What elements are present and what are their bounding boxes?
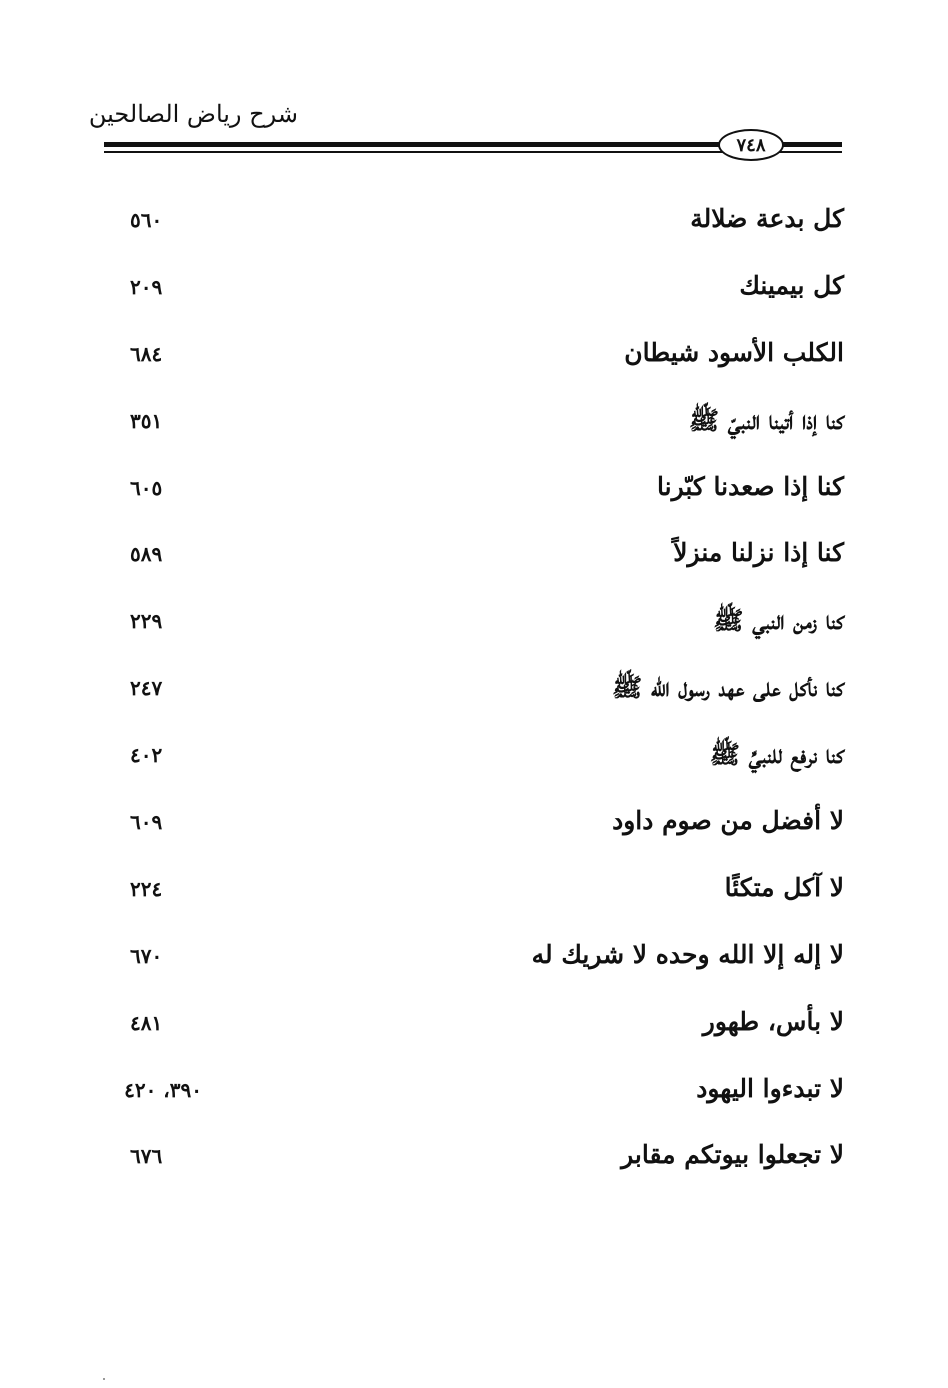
- entry-text: كنا زمن النبي ﷺ: [713, 606, 844, 636]
- entry-page-ref: ٣٥١: [130, 408, 163, 433]
- page-number: ٧٤٨: [736, 134, 766, 156]
- entry-page-ref: ٥٨٩: [130, 542, 163, 567]
- index-entry: [0, 391, 948, 458]
- entry-text: كنا نأكل على عهد رسول الله ﷺ: [612, 673, 844, 703]
- index-entry: [0, 993, 948, 1060]
- entry-text: كنا نرفع للنبيِّ ﷺ: [709, 740, 844, 770]
- entry-page-ref: ٦٧٦: [130, 1144, 163, 1169]
- index-entry: [0, 591, 948, 658]
- index-entry: [0, 792, 948, 859]
- entry-text: كل بيمينك: [739, 270, 844, 300]
- index-entry: [0, 324, 948, 391]
- entry-text: الكلب الأسود شيطان: [624, 337, 844, 367]
- entry-page-ref: ٦٨٤: [130, 341, 163, 366]
- entry-page-ref: ٣٩٠، ٤٢٠: [124, 1077, 202, 1102]
- index-entry: [0, 458, 948, 525]
- index-entry: [0, 190, 948, 257]
- scan-speck: [103, 1378, 105, 1380]
- index-entry: [0, 1060, 948, 1127]
- entry-page-ref: ٢٤٧: [130, 676, 163, 701]
- index-entry: [0, 926, 948, 993]
- entry-page-ref: ٤٠٢: [130, 743, 163, 768]
- page-number-badge: [718, 129, 784, 161]
- entry-page-ref: ٢٢٤: [130, 876, 163, 901]
- index-entry: [0, 658, 948, 725]
- entry-page-ref: ٤٨١: [130, 1010, 163, 1035]
- entry-text: لا تجعلوا بيوتكم مقابر: [621, 1140, 844, 1170]
- index-entry: [0, 859, 948, 926]
- entry-page-ref: ٦٠٩: [130, 810, 163, 835]
- entry-text: لا إله إلا الله وحده لا شريك له: [531, 939, 844, 969]
- entry-text: لا أفضل من صوم داود: [612, 806, 844, 836]
- index-entry: [0, 257, 948, 324]
- entry-text: كل بدعة ضلالة: [690, 204, 844, 233]
- entry-text: كنا إذا صعدنا كبّرنا: [657, 471, 844, 501]
- entry-text: كنا إذا نزلنا منزلاً: [673, 538, 844, 568]
- book-title: شرح رياض الصالحين: [88, 100, 298, 128]
- entry-page-ref: ٦٠٥: [130, 475, 163, 500]
- entry-text: لا تبدءوا اليهود: [696, 1073, 844, 1103]
- entry-text: لا بأس، طهور: [702, 1006, 844, 1036]
- index-entry: [0, 1126, 948, 1193]
- entry-page-ref: ٦٧٠: [130, 943, 163, 968]
- entry-page-ref: ٢٢٩: [130, 609, 163, 634]
- entry-page-ref: ٥٦٠: [130, 208, 163, 232]
- entry-page-ref: ٢٠٩: [130, 274, 163, 299]
- entry-text: لا آكل متكئًا: [724, 872, 844, 902]
- entry-text: كنا إذا أتينا النبيّ ﷺ: [688, 405, 844, 435]
- index-entry: [0, 524, 948, 591]
- index-list: [0, 190, 948, 1193]
- index-entry: [0, 725, 948, 792]
